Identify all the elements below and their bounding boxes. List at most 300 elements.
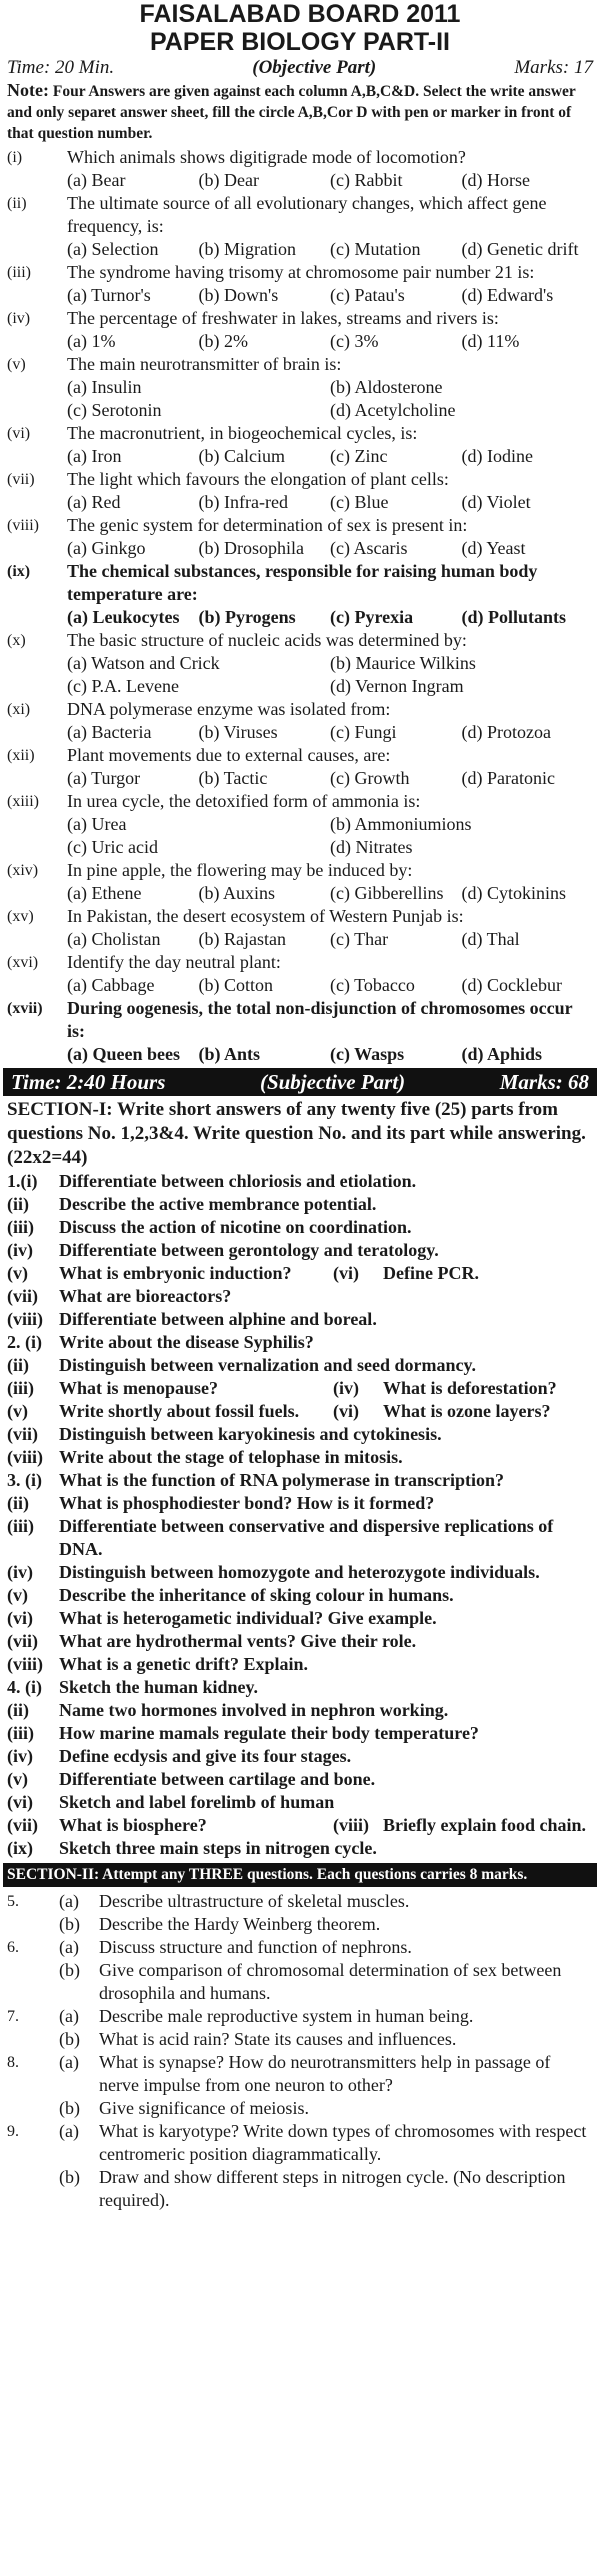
- long-question-part: [59, 2166, 593, 2212]
- note-label: Note:: [7, 80, 49, 100]
- mcq-option: (b) Aldosterone: [330, 377, 443, 397]
- short-question-text: Differentiate between alphine and boreal.: [59, 1309, 377, 1329]
- short-question-number: (vi): [333, 1263, 359, 1283]
- mcq-option: (b) Infra-red: [198, 492, 288, 512]
- short-question: [7, 1262, 593, 1285]
- short-question: [7, 1308, 593, 1331]
- mcq-body: [67, 629, 593, 698]
- mcq-option: (b) Ammoniumions: [330, 814, 472, 834]
- mcq-item: [7, 192, 593, 261]
- mcq-option: (c) Thar: [330, 929, 389, 949]
- short-question-number: (iii): [7, 1723, 34, 1743]
- time-label: Time: 20 Min.: [7, 57, 115, 78]
- mcq-body: [67, 790, 593, 859]
- short-question-number: (v): [7, 1585, 28, 1605]
- mcq-option: (d) Genetic drift: [461, 239, 579, 259]
- long-question-part: [59, 2005, 593, 2028]
- short-question-number: (ii): [7, 1355, 29, 1375]
- mcq-options: [67, 928, 593, 951]
- mcq-number: (ix): [7, 563, 31, 580]
- mcq-option: (a) Turnor's: [67, 285, 151, 305]
- short-question: [7, 1745, 593, 1768]
- mcq-body: [67, 307, 593, 353]
- long-question-number: 7.: [7, 2008, 19, 2025]
- mcq-option: (b) Rajastan: [198, 929, 286, 949]
- mcq-question: The percentage of freshwater in lakes, streams and rivers is:: [67, 308, 499, 328]
- mcq-question: The genic system for determination of sex is present in:: [67, 515, 468, 535]
- short-question-number: (v): [7, 1769, 28, 1789]
- short-question-text: Differentiate between gerontology and teratology.: [59, 1240, 439, 1260]
- short-question: [7, 1837, 593, 1860]
- part-label: (b): [59, 1960, 80, 1980]
- short-question: [7, 1331, 593, 1354]
- short-question: [7, 1285, 593, 1308]
- mcq-number: (xv): [7, 908, 34, 925]
- short-question-number: (iii): [7, 1378, 34, 1398]
- long-question-part: [59, 1959, 593, 2005]
- short-question: [7, 1630, 593, 1653]
- part-label: (a): [59, 2121, 79, 2141]
- short-question-text: Write about the disease Syphilis?: [59, 1332, 314, 1352]
- short-question-number: (vii): [7, 1424, 38, 1444]
- mcq-option: (a) Turgor: [67, 768, 141, 788]
- mcq-option: (d) Protozoa: [461, 722, 551, 742]
- mcq-option: (a) Insulin: [67, 377, 142, 397]
- short-question: [7, 1216, 593, 1239]
- mcq-number: (xvii): [7, 1000, 43, 1017]
- mcq-option: (b) 2%: [198, 331, 248, 351]
- mcq-option: (a) Iron: [67, 446, 122, 466]
- mcq-body: [67, 560, 593, 629]
- mcq-question: The syndrome having trisomy at chromosome pair number 21 is:: [67, 262, 535, 282]
- short-question-text: Sketch the human kidney.: [59, 1677, 259, 1697]
- mcq-option: (c) Mutation: [330, 239, 421, 259]
- short-question-text: What is the function of RNA polymerase in transcription?: [59, 1470, 504, 1490]
- mcq-option: (b) Tactic: [198, 768, 268, 788]
- mcq-option: (b) Pyrogens: [198, 607, 296, 627]
- part-text: Describe the Hardy Weinberg theorem.: [99, 1914, 381, 1934]
- mcq-option: (a) Cholistan: [67, 929, 161, 949]
- mcq-body: [67, 744, 593, 790]
- mcq-body: [67, 859, 593, 905]
- short-question-second: [333, 1377, 593, 1400]
- short-question-number: (viii): [7, 1654, 43, 1674]
- short-question-number: (iv): [333, 1378, 359, 1398]
- part-label: (a): [59, 2006, 79, 2026]
- long-question-part: [59, 2097, 593, 2120]
- mcq-option: (d) Yeast: [461, 538, 526, 558]
- short-question-text: Describe the active membrance potential.: [59, 1194, 377, 1214]
- short-question-number: (ii): [7, 1700, 29, 1720]
- mcq-question: In urea cycle, the detoxified form of ammonia is:: [67, 791, 421, 811]
- part-label: (b): [59, 2098, 80, 2118]
- mcq-options: [67, 1043, 593, 1066]
- mcq-item: [7, 353, 593, 422]
- mcq-body: [67, 422, 593, 468]
- long-question-part: [59, 2051, 593, 2097]
- mcq-number: (ii): [7, 195, 27, 212]
- short-question-number: (vii): [7, 1286, 38, 1306]
- mcq-option: (c) Ascaris: [330, 538, 408, 558]
- short-question: [7, 1446, 593, 1469]
- short-question: [7, 1515, 593, 1561]
- short-question-number: (iii): [7, 1516, 34, 1536]
- mcq-body: [67, 698, 593, 744]
- mcq-item: [7, 790, 593, 859]
- short-question: [7, 1354, 593, 1377]
- short-question: [7, 1193, 593, 1216]
- mcq-question: The light which favours the elongation of plant cells:: [67, 469, 449, 489]
- short-question: [7, 1400, 593, 1423]
- mcq-option: (d) Aphids: [461, 1044, 543, 1064]
- mcq-option: (b) Viruses: [198, 722, 278, 742]
- mcq-number: (vii): [7, 471, 35, 488]
- mcq-body: [67, 261, 593, 307]
- mcq-number: (iii): [7, 264, 31, 281]
- short-question-text: What is menopause?: [59, 1378, 219, 1398]
- short-question-second: [333, 1262, 593, 1285]
- short-question: [7, 1584, 593, 1607]
- mcq-options: [67, 169, 593, 192]
- mcq-item: [7, 468, 593, 514]
- mcq-body: [67, 514, 593, 560]
- long-question-parts: [59, 2005, 593, 2051]
- mcq-option: (c) Wasps: [330, 1044, 405, 1064]
- short-question-text: What are hydrothermal vents? Give their role.: [59, 1631, 417, 1651]
- short-question-number: (v): [7, 1263, 28, 1283]
- short-question: [7, 1492, 593, 1515]
- mcq-option: (b) Down's: [198, 285, 279, 305]
- short-question-text: Define PCR.: [383, 1263, 479, 1283]
- short-question-pair: [59, 1262, 593, 1285]
- mcq-options: [67, 882, 593, 905]
- part-text: Draw and show different steps in nitrogen cycle. (No description required).: [99, 2167, 566, 2210]
- mcq-option: (c) Rabbit: [330, 170, 403, 190]
- mcq-number: (v): [7, 356, 26, 373]
- mcq-body: [67, 905, 593, 951]
- long-question: [7, 1890, 593, 1936]
- mcq-option: (a) Selection: [67, 239, 159, 259]
- mcq-option: (b) Maurice Wilkins: [330, 653, 476, 673]
- long-question-number: 5.: [7, 1893, 19, 1910]
- mcq-body: [67, 951, 593, 997]
- short-question-number: (ii): [7, 1194, 29, 1214]
- long-question: [7, 2120, 593, 2212]
- mcq-number: (xii): [7, 747, 35, 764]
- mcq-option: (b) Dear: [198, 170, 259, 190]
- short-question-number: 3. (i): [7, 1470, 42, 1490]
- short-question: [7, 1377, 593, 1400]
- part-text: Discuss structure and function of nephrons.: [99, 1937, 412, 1957]
- mcq-option: (c) P.A. Levene: [67, 676, 179, 696]
- mcq-options: [67, 376, 593, 422]
- short-question-number: (vi): [333, 1401, 359, 1421]
- mcq-option: (c) Patau's: [330, 285, 405, 305]
- subjective-marks: Marks: 68: [499, 1070, 589, 1094]
- mcq-number: (xvi): [7, 954, 39, 971]
- mcq-number: (x): [7, 632, 26, 649]
- long-question-parts: [59, 1936, 593, 2005]
- mcq-options: [67, 445, 593, 468]
- mcq-options: [67, 813, 593, 859]
- short-question-number: (viii): [333, 1815, 369, 1835]
- short-question-text: What is heterogametic individual? Give example.: [59, 1608, 437, 1628]
- part-text: What is acid rain? State its causes and influences.: [99, 2029, 457, 2049]
- mcq-item: [7, 744, 593, 790]
- section2-heading: SECTION-II: Attempt any THREE questions. Each questions carries 8 marks.: [3, 1863, 597, 1887]
- mcq-item: [7, 997, 593, 1066]
- mcq-body: [67, 997, 593, 1066]
- mcq-options: [67, 721, 593, 744]
- mcq-option: (c) Uric acid: [67, 837, 158, 857]
- short-question: [7, 1768, 593, 1791]
- mcq-number: (xiv): [7, 862, 39, 879]
- mcq-option: (a) Cabbage: [67, 975, 155, 995]
- mcq-option: (c) Pyrexia: [330, 607, 414, 627]
- short-question: [7, 1699, 593, 1722]
- short-question-text: Discuss the action of nicotine on coordination.: [59, 1217, 412, 1237]
- short-question: [7, 1814, 593, 1837]
- short-question-text: Differentiate between chloriosis and etiolation.: [59, 1171, 417, 1191]
- short-question-text: Write shortly about fossil fuels.: [59, 1401, 300, 1421]
- mcq-option: (c) 3%: [330, 331, 379, 351]
- long-question: [7, 2051, 593, 2120]
- short-question: [7, 1791, 593, 1814]
- short-question-second: [333, 1814, 593, 1837]
- mcq-option: (a) Watson and Crick: [67, 653, 220, 673]
- mcq-options: [67, 284, 593, 307]
- short-question-pair: [59, 1377, 593, 1400]
- long-question-number: 9.: [7, 2123, 19, 2140]
- short-question-pair: [59, 1814, 593, 1837]
- short-question-text: Differentiate between conservative and dispersive replications of DNA.: [59, 1516, 554, 1559]
- mcq-body: [67, 353, 593, 422]
- subjective-band: [3, 1068, 597, 1096]
- note-text: Four Answers are given against each column A,B,C&D. Select the write answer and only separet answer sheet, fill the circle A,B,Cor D with pen or marker in front of that question number.: [7, 83, 576, 142]
- mcq-option: (b) Ants: [198, 1044, 261, 1064]
- marks-label: Marks: 17: [514, 57, 593, 78]
- short-question: [7, 1469, 593, 1492]
- short-question-number: (iv): [7, 1240, 33, 1260]
- mcq-options: [67, 330, 593, 353]
- mcq-number: (xi): [7, 701, 31, 718]
- short-question-text: Distinguish between homozygote and heterozygote individuals.: [59, 1562, 540, 1582]
- long-question-part: [59, 2120, 593, 2166]
- mcq-option: (b) Cotton: [198, 975, 273, 995]
- mcq-option: (a) Ethene: [67, 883, 142, 903]
- mcq-body: [67, 146, 593, 192]
- mcq-option: (b) Drosophila: [198, 538, 304, 558]
- mcq-option: (d) Pollutants: [461, 607, 567, 627]
- mcq-number: (i): [7, 149, 23, 166]
- long-question-number: 8.: [7, 2054, 19, 2071]
- mcq-item: [7, 560, 593, 629]
- short-question-number: (iv): [7, 1562, 33, 1582]
- mcq-question: Which animals shows digitigrade mode of locomotion?: [67, 147, 466, 167]
- mcq-question: In Pakistan, the desert ecosystem of Western Punjab is:: [67, 906, 464, 926]
- mcq-option: (c) Fungi: [330, 722, 397, 742]
- short-question-number: (vi): [7, 1608, 33, 1628]
- mcq-option: (a) Bacteria: [67, 722, 152, 742]
- short-question-second: [333, 1400, 593, 1423]
- mcq-question: The macronutrient, in biogeochemical cycles, is:: [67, 423, 418, 443]
- mcq-options: [67, 767, 593, 790]
- part-label: (a): [59, 1891, 79, 1911]
- mcq-option: (b) Calcium: [198, 446, 285, 466]
- mcq-question: The main neurotransmitter of brain is:: [67, 354, 342, 374]
- mcq-options: [67, 491, 593, 514]
- objective-meta: [7, 56, 593, 80]
- mcq-option: (a) Ginkgo: [67, 538, 146, 558]
- long-question: [7, 1936, 593, 2005]
- short-question-text: Describe the inheritance of sking colour in humans.: [59, 1585, 454, 1605]
- mcq-option: (d) Vernon Ingram: [330, 676, 464, 696]
- mcq-option: (b) Auxins: [198, 883, 275, 903]
- part-text: What is synapse? How do neurotransmitters help in passage of nerve impulse from one neuron to other?: [99, 2052, 551, 2095]
- mcq-item: [7, 261, 593, 307]
- long-question-part: [59, 1936, 593, 1959]
- mcq-option: (d) Paratonic: [461, 768, 555, 788]
- short-question-text: What are bioreactors?: [59, 1286, 232, 1306]
- part-text: Describe ultrastructure of skeletal muscles.: [99, 1891, 410, 1911]
- short-question-text: Differentiate between cartilage and bone.: [59, 1769, 376, 1789]
- mcq-option: (c) Zinc: [330, 446, 388, 466]
- mcq-option: (d) Horse: [461, 170, 530, 190]
- mcq-item: [7, 307, 593, 353]
- short-question-text: Distinguish between vernalization and seed dormancy.: [59, 1355, 477, 1375]
- instructions-note: [7, 80, 593, 144]
- short-question: [7, 1676, 593, 1699]
- mcq-options: [67, 606, 593, 629]
- short-question-number: (viii): [7, 1309, 43, 1329]
- short-question-text: What is ozone layers?: [383, 1401, 551, 1421]
- mcq-options: [67, 238, 593, 261]
- short-question-text: Sketch three main steps in nitrogen cycle.: [59, 1838, 377, 1858]
- mcq-option: (d) Cocklebur: [461, 975, 562, 995]
- mcq-option: (d) 11%: [461, 331, 520, 351]
- section1-heading: SECTION-I: Write short answers of any twenty five (25) parts from questions No. 1,2,3&4. Write question No. and its part while answering. (22x2=44): [7, 1099, 586, 1168]
- mcq-item: [7, 698, 593, 744]
- short-question-number: 2. (i): [7, 1332, 42, 1352]
- long-question-number: 6.: [7, 1939, 19, 1956]
- part-label: (b): [59, 1914, 80, 1934]
- mcq-option: (d) Violet: [461, 492, 531, 512]
- short-question-text: How marine mamals regulate their body temperature?: [59, 1723, 479, 1743]
- short-question-text: Name two hormones involved in nephron working.: [59, 1700, 449, 1720]
- mcq-option: (a) Red: [67, 492, 121, 512]
- mcq-item: [7, 629, 593, 698]
- long-question-parts: [59, 2120, 593, 2212]
- part-text: Give significance of meiosis.: [99, 2098, 309, 2118]
- short-question-number: (iii): [7, 1217, 34, 1237]
- short-question-number: (iv): [7, 1746, 33, 1766]
- mcq-question: In pine apple, the flowering may be induced by:: [67, 860, 413, 880]
- short-question-number: 4. (i): [7, 1677, 42, 1697]
- short-question-number: (vii): [7, 1631, 38, 1651]
- short-question: [7, 1607, 593, 1630]
- short-question-text: What is biosphere?: [59, 1815, 207, 1835]
- short-question-text: What is a genetic drift? Explain.: [59, 1654, 309, 1674]
- mcq-question: During oogenesis, the total non-disjunction of chromosomes occur is:: [67, 998, 573, 1041]
- part-text: Describe male reproductive system in human being.: [99, 2006, 474, 2026]
- mcq-option: (a) 1%: [67, 331, 116, 351]
- mcq-body: [67, 192, 593, 261]
- short-question-text: What is phosphodiester bond? How is it formed?: [59, 1493, 435, 1513]
- short-question-number: (v): [7, 1401, 28, 1421]
- short-question-text: Sketch and label forelimb of human: [59, 1792, 335, 1812]
- mcq-number: (viii): [7, 517, 39, 534]
- mcq-option: (d) Nitrates: [330, 837, 413, 857]
- short-question-text: Distinguish between karyokinesis and cytokinesis.: [59, 1424, 442, 1444]
- mcq-list: [7, 146, 593, 1066]
- part-text: What is karyotype? Write down types of chromosomes with respect centromeric position diagrammatically.: [99, 2121, 587, 2164]
- long-question-part: [59, 1913, 593, 1936]
- short-question-list: [7, 1170, 593, 1860]
- short-question-number: (ix): [7, 1838, 33, 1858]
- mcq-option: (d) Iodine: [461, 446, 533, 466]
- long-question-part: [59, 2028, 593, 2051]
- mcq-item: [7, 905, 593, 951]
- mcq-question: DNA polymerase enzyme was isolated from:: [67, 699, 391, 719]
- mcq-question: The ultimate source of all evolutionary changes, which affect gene frequency, is:: [67, 193, 547, 236]
- mcq-item: [7, 146, 593, 192]
- short-question-text: What is embryonic induction?: [59, 1263, 292, 1283]
- mcq-option: (d) Thal: [461, 929, 520, 949]
- long-question-parts: [59, 2051, 593, 2120]
- long-question-list: [7, 1890, 593, 2212]
- short-question: [7, 1423, 593, 1446]
- part-label: (a): [59, 2052, 79, 2072]
- mcq-option: (c) Blue: [330, 492, 389, 512]
- short-question: [7, 1239, 593, 1262]
- part-label: (Objective Part): [252, 57, 377, 78]
- part-label: (a): [59, 1937, 79, 1957]
- long-question: [7, 2005, 593, 2051]
- mcq-option: (a) Leukocytes: [67, 607, 180, 627]
- mcq-option: (a) Bear: [67, 170, 126, 190]
- mcq-item: [7, 514, 593, 560]
- short-question-number: (ii): [7, 1493, 29, 1513]
- mcq-option: (c) Growth: [330, 768, 410, 788]
- mcq-item: [7, 422, 593, 468]
- subjective-part: (Subjective Part): [259, 1070, 406, 1094]
- short-question: [7, 1653, 593, 1676]
- short-question-text: Briefly explain food chain.: [383, 1815, 587, 1835]
- mcq-item: [7, 859, 593, 905]
- mcq-option: (c) Tobacco: [330, 975, 415, 995]
- short-question-pair: [59, 1400, 593, 1423]
- mcq-question: Plant movements due to external causes, are:: [67, 745, 391, 765]
- paper-title: PAPER BIOLOGY PART-II: [149, 28, 451, 56]
- mcq-options: [67, 974, 593, 997]
- long-question-parts: [59, 1890, 593, 1936]
- short-question-number: (vii): [7, 1815, 38, 1835]
- mcq-option: (d) Cytokinins: [461, 883, 567, 903]
- mcq-options: [67, 537, 593, 560]
- paper-header: [7, 0, 593, 144]
- short-question-number: (vi): [7, 1792, 33, 1812]
- mcq-option: (d) Acetylcholine: [330, 400, 456, 420]
- mcq-body: [67, 468, 593, 514]
- mcq-question: The chemical substances, responsible for raising human body temperature are:: [67, 561, 538, 604]
- short-question-text: What is deforestation?: [383, 1378, 557, 1398]
- mcq-number: (xiii): [7, 793, 39, 810]
- short-question-text: Define ecdysis and give its four stages.: [59, 1746, 352, 1766]
- short-question: [7, 1170, 593, 1193]
- mcq-option: (a) Queen bees: [67, 1044, 180, 1064]
- mcq-option: (d) Edward's: [461, 285, 554, 305]
- subjective-time: Time: 2:40 Hours: [11, 1070, 166, 1094]
